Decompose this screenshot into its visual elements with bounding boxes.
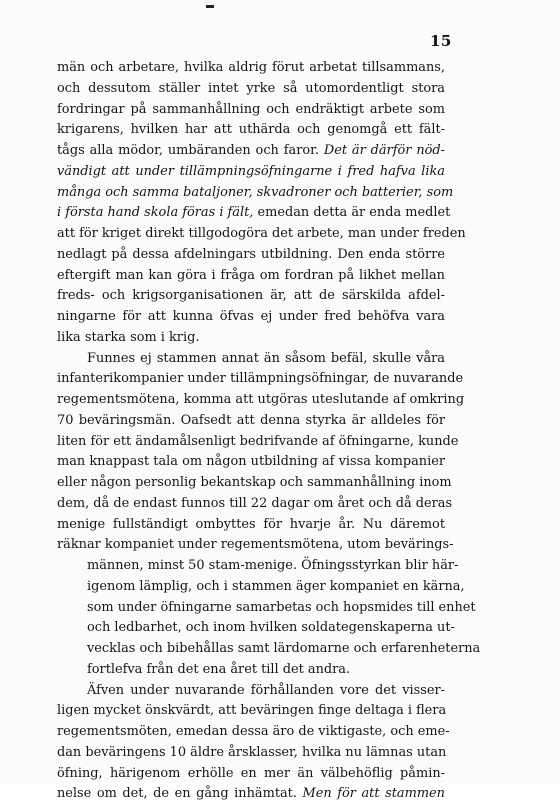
text-segment: tågs alla mödor, umbäranden och faror.: [57, 143, 324, 158]
text-line: [57, 784, 445, 805]
text-segment: Äfven under nuvarande förhållanden vore det visser-: [87, 682, 445, 698]
text-line: [57, 79, 445, 100]
text-segment: eller någon personlig bekantskap och sammanhållning inom: [57, 475, 452, 490]
text-segment: man knappast tala om någon utbildning af vissa kompanier: [57, 454, 445, 470]
italic-text: vändigt att under tillämpningsöfningarne i fred hafva lika: [57, 163, 445, 179]
text-line: [57, 660, 445, 681]
text-segment: att för kriget direkt tillgodogöra det arbete, man under freden: [57, 226, 466, 241]
text-line: [57, 286, 445, 307]
text-line: [57, 328, 445, 349]
text-line: [57, 473, 452, 494]
text-line: [57, 411, 445, 432]
text-line: [57, 764, 445, 785]
text-segment: emedan detta är enda medlet: [253, 205, 451, 221]
text-line: [57, 203, 451, 224]
text-segment: regementsmöten, emedan dessa äro de viktigaste, och eme-: [57, 724, 450, 739]
text-segment: dan beväringens 10 äldre årsklasser, hvilka nu lämnas utan: [57, 744, 447, 760]
text-segment: 70 beväringsmän. Oafsedt att denna styrka är alldeles för: [57, 412, 445, 428]
text-segment: Funnes ej stammen annat än såsom befäl, skulle våra: [87, 350, 445, 366]
italic-text: många och samma bataljoner, skvadroner och batterier, som: [57, 184, 454, 200]
text-segment: fordringar på sammanhållning och endräktigt arbete som: [57, 101, 445, 117]
text-line: [57, 141, 445, 162]
text-segment: och ledbarhet, och inom hvilken soldategenskaperna ut-: [87, 620, 455, 636]
text-segment: lika starka som i krig.: [57, 329, 200, 345]
text-line: [57, 701, 445, 722]
text-line: [57, 598, 476, 619]
text-line: [57, 183, 454, 204]
text-segment: ligen mycket önskvärdt, att beväringen finge deltaga i flera: [57, 703, 447, 719]
italic-text: i första hand skola föras i fält,: [57, 205, 254, 221]
text-line: [57, 681, 445, 702]
text-segment: män och arbetare, hvilka aldrig förut arbetat tillsammans,: [57, 60, 445, 75]
text-segment: krigarens, hvilken har att uthärda och genomgå ett fält-: [57, 122, 445, 138]
text-segment: räknar kompaniet under regementsmötena, utom bevärings-: [57, 537, 454, 553]
text-line: [57, 58, 445, 79]
text-segment: liten för ett ändamålsenligt bedrifvande af öfningarne, kunde: [57, 433, 459, 449]
text-segment: eftergift man kan göra i fråga om fordran på likhet mellan: [57, 267, 445, 283]
text-segment: öfning, härigenom erhölle en mer än välbehöflig påmin-: [57, 765, 445, 781]
text-segment: nelse om det, de en gång inhämtat.: [57, 786, 303, 802]
italic-text: Det är därför nöd-: [323, 143, 445, 158]
text-segment: som under öfningarne samarbetas och hopsmides till enhet: [87, 599, 476, 615]
text-line: [57, 452, 445, 473]
text-line: [57, 494, 453, 515]
text-line: [57, 722, 450, 743]
text-line: [57, 307, 445, 328]
text-segment: regementsmötena, komma att utgöras uteslutande af omkring: [57, 392, 465, 407]
text-line: [57, 245, 445, 266]
text-line: [57, 639, 481, 660]
print-mark: [206, 5, 214, 8]
text-line: [57, 556, 459, 577]
text-segment: nedlagt på dessa afdelningars utbildning. Den enda större: [57, 246, 445, 262]
text-segment: igenom lämplig, och i stammen äger kompaniet en kärna,: [87, 578, 465, 594]
body-text: [57, 58, 481, 805]
text-line: [57, 743, 445, 764]
text-line: [57, 369, 464, 390]
text-line: [57, 162, 445, 183]
text-line: [57, 100, 445, 121]
page-number: 15: [430, 32, 452, 50]
text-line: [57, 618, 455, 639]
text-segment: infanterikompanier under tillämpningsöfningar, de nuvarande: [57, 371, 464, 387]
text-segment: männen, minst 50 stam-menige. Öfningsstyrkan blir här-: [87, 558, 459, 573]
text-segment: och dessutom ställer intet yrke så utomordentligt stora: [57, 80, 445, 96]
text-line: [57, 515, 445, 536]
text-segment: dem, då de endast funnos till 22 dagar om året och då deras: [57, 495, 453, 511]
text-line: [57, 432, 459, 453]
text-segment: ningarne för att kunna öfvas ej under fred behöfva vara: [57, 309, 445, 324]
text-line: [57, 224, 466, 245]
text-line: [57, 120, 445, 141]
text-line: [57, 349, 445, 370]
text-segment: menige fullständigt ombyttes för hvarje år. Nu däremot: [57, 516, 445, 532]
text-segment: fortlefva från det ena året till det andra.: [87, 661, 351, 677]
text-segment: freds- och krigsorganisationen är, att de särskilda afdel-: [57, 288, 445, 304]
text-line: [57, 266, 445, 287]
text-segment: vecklas och bibehållas samt lärdomarne och erfarenheterna: [87, 641, 481, 656]
text-line: [57, 577, 465, 598]
italic-text: Men för att stammen: [302, 786, 445, 802]
text-line: [57, 390, 465, 411]
text-line: [57, 535, 454, 556]
